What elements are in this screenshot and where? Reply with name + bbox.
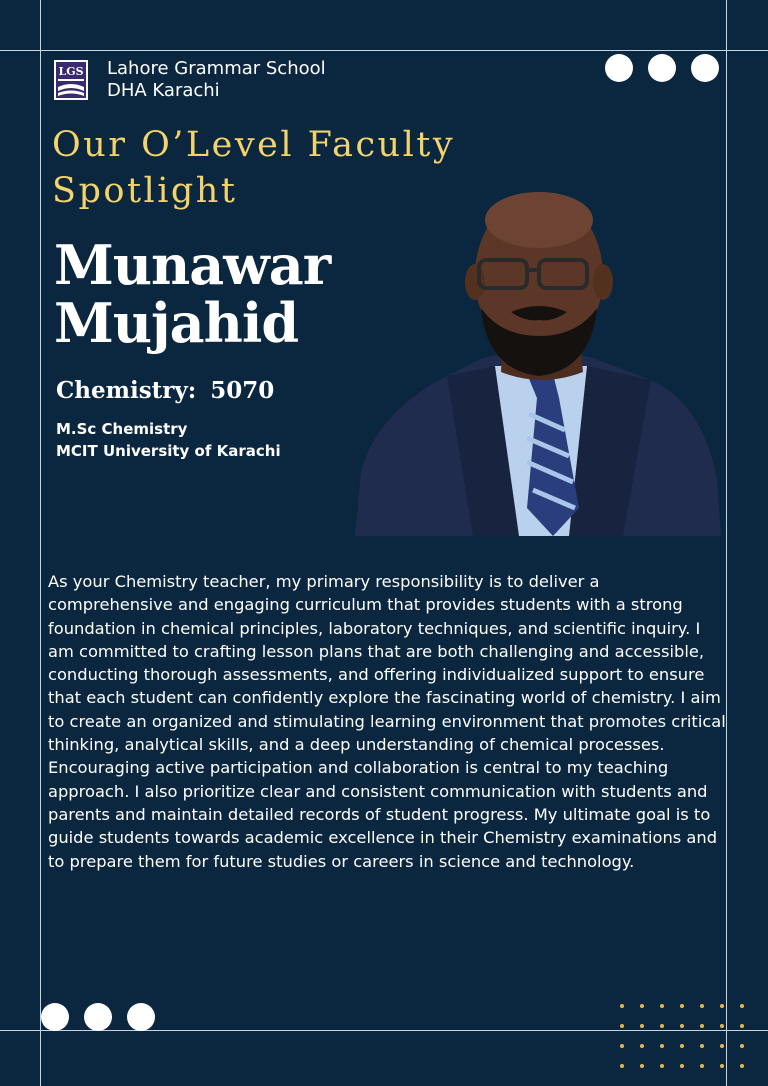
subject-code: 5070 — [210, 377, 275, 404]
school-name: Lahore Grammar School — [107, 58, 326, 79]
decorative-dot — [648, 54, 676, 82]
subject-line — [56, 377, 274, 404]
institution: MCIT University of Karachi — [56, 442, 281, 460]
svg-text:LGS: LGS — [58, 65, 84, 78]
gold-dot-pattern — [612, 996, 752, 1076]
school-logo-icon — [54, 60, 88, 100]
teacher-portrait — [355, 190, 721, 536]
frame-line-right — [726, 0, 727, 1086]
teacher-name — [54, 233, 331, 355]
decorative-dot — [41, 1003, 69, 1031]
teacher-first-name: Munawar — [54, 233, 331, 297]
spotlight-title: Our O’Level Faculty Spotlight — [52, 125, 456, 211]
qualifications — [56, 418, 281, 462]
teacher-last-name: Mujahid — [54, 291, 299, 355]
teacher-bio: As your Chemistry teacher, my primary responsibility is to deliver a comprehensive and engaging curriculum that provides students with a strong foundation in chemical principles, laboratory techniques, and scientific inquiry. I am committed to crafting lesson plans that are both challenging and accessible, conducting thorough assessments, and offering individualized support to ensure that each student can confidently explore the fascinating world of chemistry. I aim to create an organized and stimulating learning environment that promotes critical thinking, analytical skills, and a deep understanding of chemical processes. Encouraging active participation and collaboration is central to my teaching approach. I also prioritize clear and consistent communication with students and parents and maintain detailed records of student progress. My ultimate goal is to guide students towards academic excellence in their Chemistry examinations and to prepare them for future studies or careers in science and technology. — [48, 572, 726, 871]
decorative-dot — [691, 54, 719, 82]
decorative-dots-top — [605, 54, 719, 82]
decorative-dots-bottom — [41, 1003, 155, 1031]
decorative-dot — [605, 54, 633, 82]
frame-line-top — [0, 50, 768, 51]
decorative-dot — [127, 1003, 155, 1031]
subject-label: Chemistry: — [56, 377, 197, 404]
decorative-dot — [84, 1003, 112, 1031]
campus-name: DHA Karachi — [107, 80, 220, 101]
school-info — [107, 58, 326, 102]
degree: M.Sc Chemistry — [56, 420, 188, 438]
frame-line-left — [40, 0, 41, 1086]
